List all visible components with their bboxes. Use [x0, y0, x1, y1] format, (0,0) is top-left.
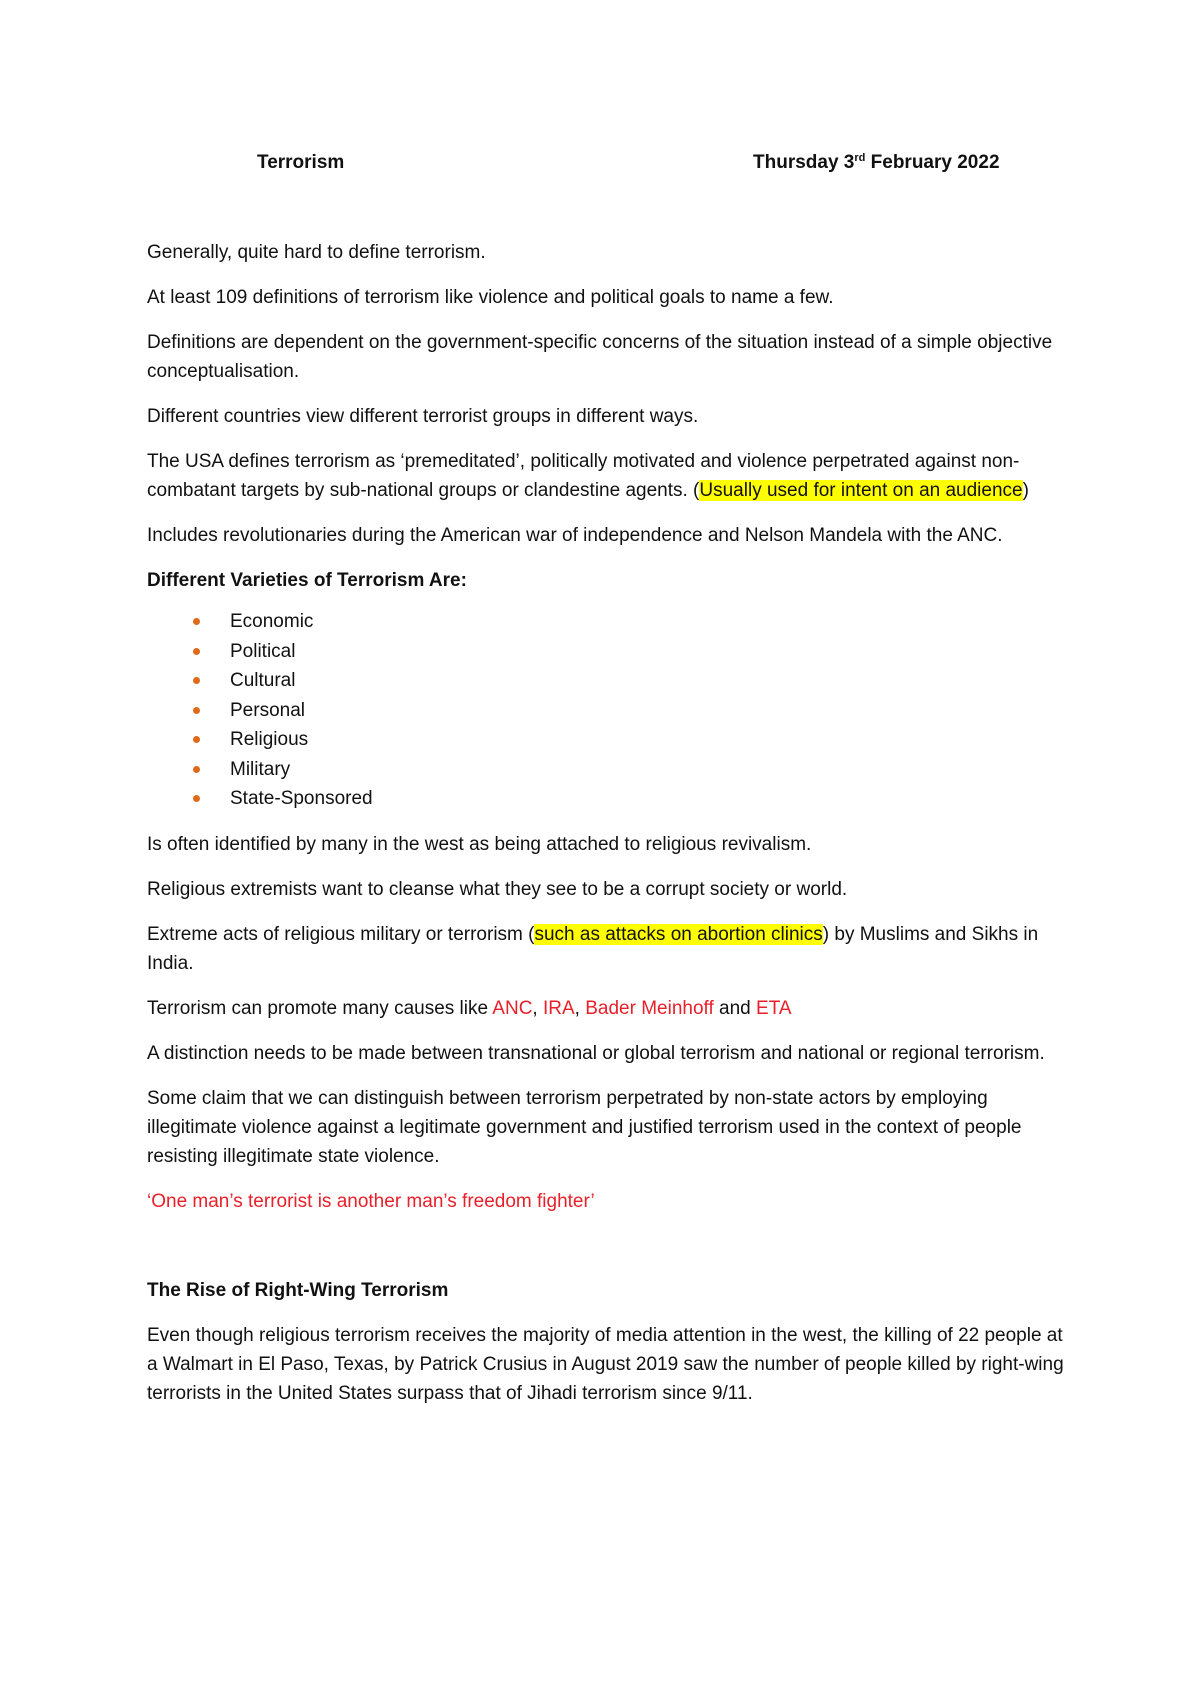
paragraph-religious-revivalism: Is often identified by many in the west as being attached to religious revivalism. [147, 833, 812, 855]
bullet-icon [193, 795, 200, 802]
section-heading-right-wing: The Rise of Right-Wing Terrorism [147, 1279, 449, 1301]
list-item-label: Religious [230, 729, 309, 750]
date-suffix: February 2022 [865, 152, 1000, 173]
list-item-label: Military [230, 758, 291, 780]
paragraph-revolutionaries: Includes revolutionaries during the American war of independence and Nelson Mandela with the ANC. [147, 525, 1003, 546]
list-item [147, 696, 1067, 726]
document-date [753, 148, 1000, 177]
list-item [147, 784, 1067, 814]
paragraph-definitions-count: At least 109 definitions of terrorism like violence and political goals to name a few. [147, 287, 834, 308]
list-item-label: Cultural [230, 670, 296, 691]
causes-text: Terrorism can promote many causes like [147, 997, 493, 1019]
list-item [147, 607, 1067, 637]
document-body [147, 148, 1067, 1424]
paragraph-religious-extremists: Religious extremists want to cleanse what they see to be a corrupt society or world. [147, 878, 848, 900]
closing-paren: ) [1022, 480, 1029, 501]
usa-definition-text: The USA defines terrorism as ‘premeditated’, politically motivated and violence perpetrated against non-combatant targets by sub-national groups or clandestine agents. ( [147, 451, 1020, 501]
paragraph-extreme-acts [147, 920, 1067, 978]
list-item [147, 755, 1067, 785]
bullet-icon [193, 766, 200, 773]
list-item [147, 637, 1067, 667]
document-header [147, 148, 1067, 178]
list-item-label: Personal [230, 699, 305, 721]
separator: , [574, 997, 586, 1019]
list-item [147, 666, 1067, 696]
highlighted-note: such as attacks on abortion clinics [534, 923, 823, 945]
paragraph-distinction: A distinction needs to be made between transnational or global terrorism and national or regional terrorism. [147, 1042, 1045, 1064]
bullet-icon [193, 736, 200, 743]
extreme-acts-end: ) by Muslims and Sikhs in India. [147, 923, 1039, 974]
extreme-acts-text: Extreme acts of religious military or terrorism ( [147, 923, 535, 945]
paragraph-causes [147, 994, 1067, 1023]
bullet-icon [193, 707, 200, 714]
list-item-label: Economic [230, 611, 314, 632]
list-item-label: Political [230, 640, 296, 662]
separator: , [532, 997, 543, 1019]
section-gap [147, 1232, 1067, 1276]
freedom-fighter-quote: ‘One man’s terrorist is another man’s freedom fighter’ [147, 1190, 595, 1212]
date-superscript: rd [854, 152, 866, 164]
list-item [147, 725, 1067, 755]
paragraph-usa-definition [147, 447, 1067, 505]
bullet-icon [193, 648, 200, 655]
separator: and [713, 997, 757, 1019]
bullet-icon [193, 618, 200, 625]
paragraph-definitions-dependence: Definitions are dependent on the government-specific concerns of the situation instead of a simple objective conceptualisation. [147, 332, 1053, 382]
cause-ira: IRA [542, 997, 575, 1019]
cause-anc: ANC [492, 997, 533, 1019]
paragraph-countries-view: Different countries view different terrorist groups in different ways. [147, 406, 699, 427]
varieties-heading: Different Varieties of Terrorism Are: [147, 570, 467, 591]
bullet-icon [193, 677, 200, 684]
date-prefix: Thursday 3 [753, 152, 855, 173]
cause-eta: ETA [756, 997, 792, 1019]
highlighted-note: Usually used for intent on an audience [699, 480, 1023, 501]
paragraph-right-wing-rise: Even though religious terrorism receives the majority of media attention in the west, the killing of 22 people at a Walmart in El Paso, Texas, by Patrick Crusius in August 2019 saw the number of people killed by right-wing terrorists in the United States surpass that of Jihadi terrorism since 9/11. [147, 1324, 1064, 1404]
varieties-list [147, 607, 1067, 814]
cause-bader-meinhoff: Bader Meinhoff [585, 997, 714, 1019]
list-item-label: State-Sponsored [230, 788, 373, 809]
document-title: Terrorism [257, 152, 345, 173]
paragraph-definition-difficulty: Generally, quite hard to define terrorism. [147, 242, 486, 263]
paragraph-legitimacy-claim: Some claim that we can distinguish between terrorism perpetrated by non-state actors by employing illegitimate violence against a legitimate government and justified terrorism used in the context of people resisting illegitimate state violence. [147, 1087, 1022, 1167]
